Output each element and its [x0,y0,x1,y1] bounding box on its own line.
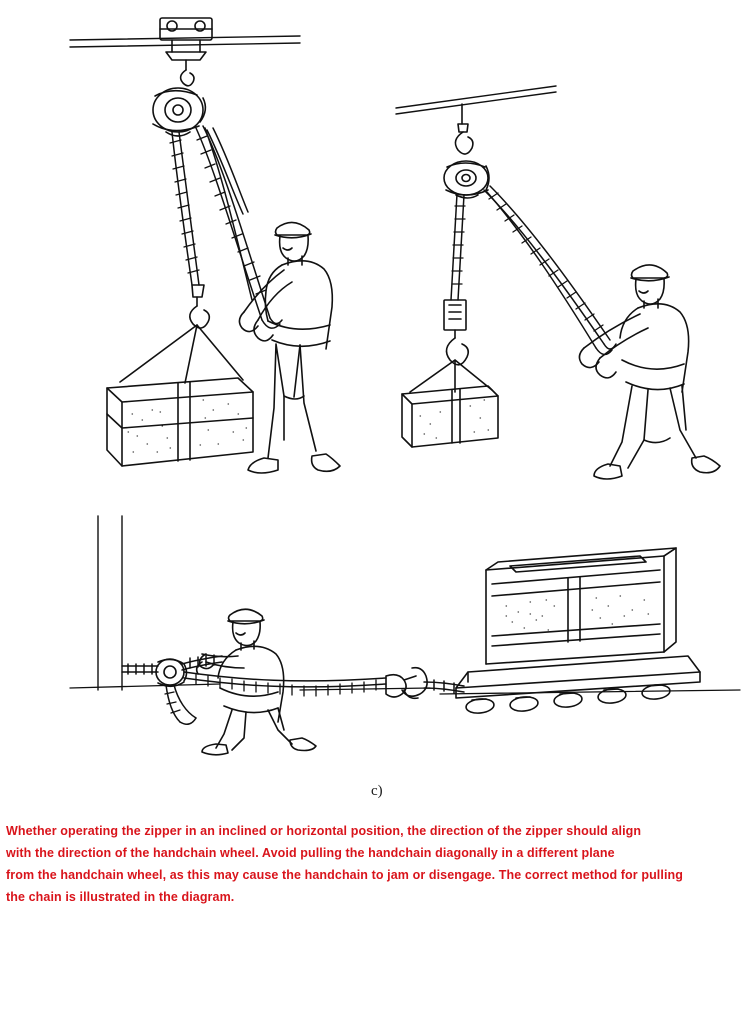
worker-a [239,222,340,473]
caption-line-3: from the handchain wheel, as this may cause the handchain to jam or disengage. The correct method for pulling [6,868,683,882]
scene-horizontal-pull [70,516,740,755]
panel-label-c: c) [371,783,383,799]
caption-block [0,820,750,908]
scene-vertical-lift [70,18,340,473]
caption-line-2: with the direction of the handchain wheel. Avoid pulling the handchain diagonally in a different plane [6,846,615,860]
worker-b [579,265,720,479]
scene-inclined-pull [396,86,720,479]
caption-line-4: the chain is illustrated in the diagram. [6,890,235,904]
caption-line-1: Whether operating the zipper in an inclined or horizontal position, the direction of the zipper should align [6,824,642,838]
